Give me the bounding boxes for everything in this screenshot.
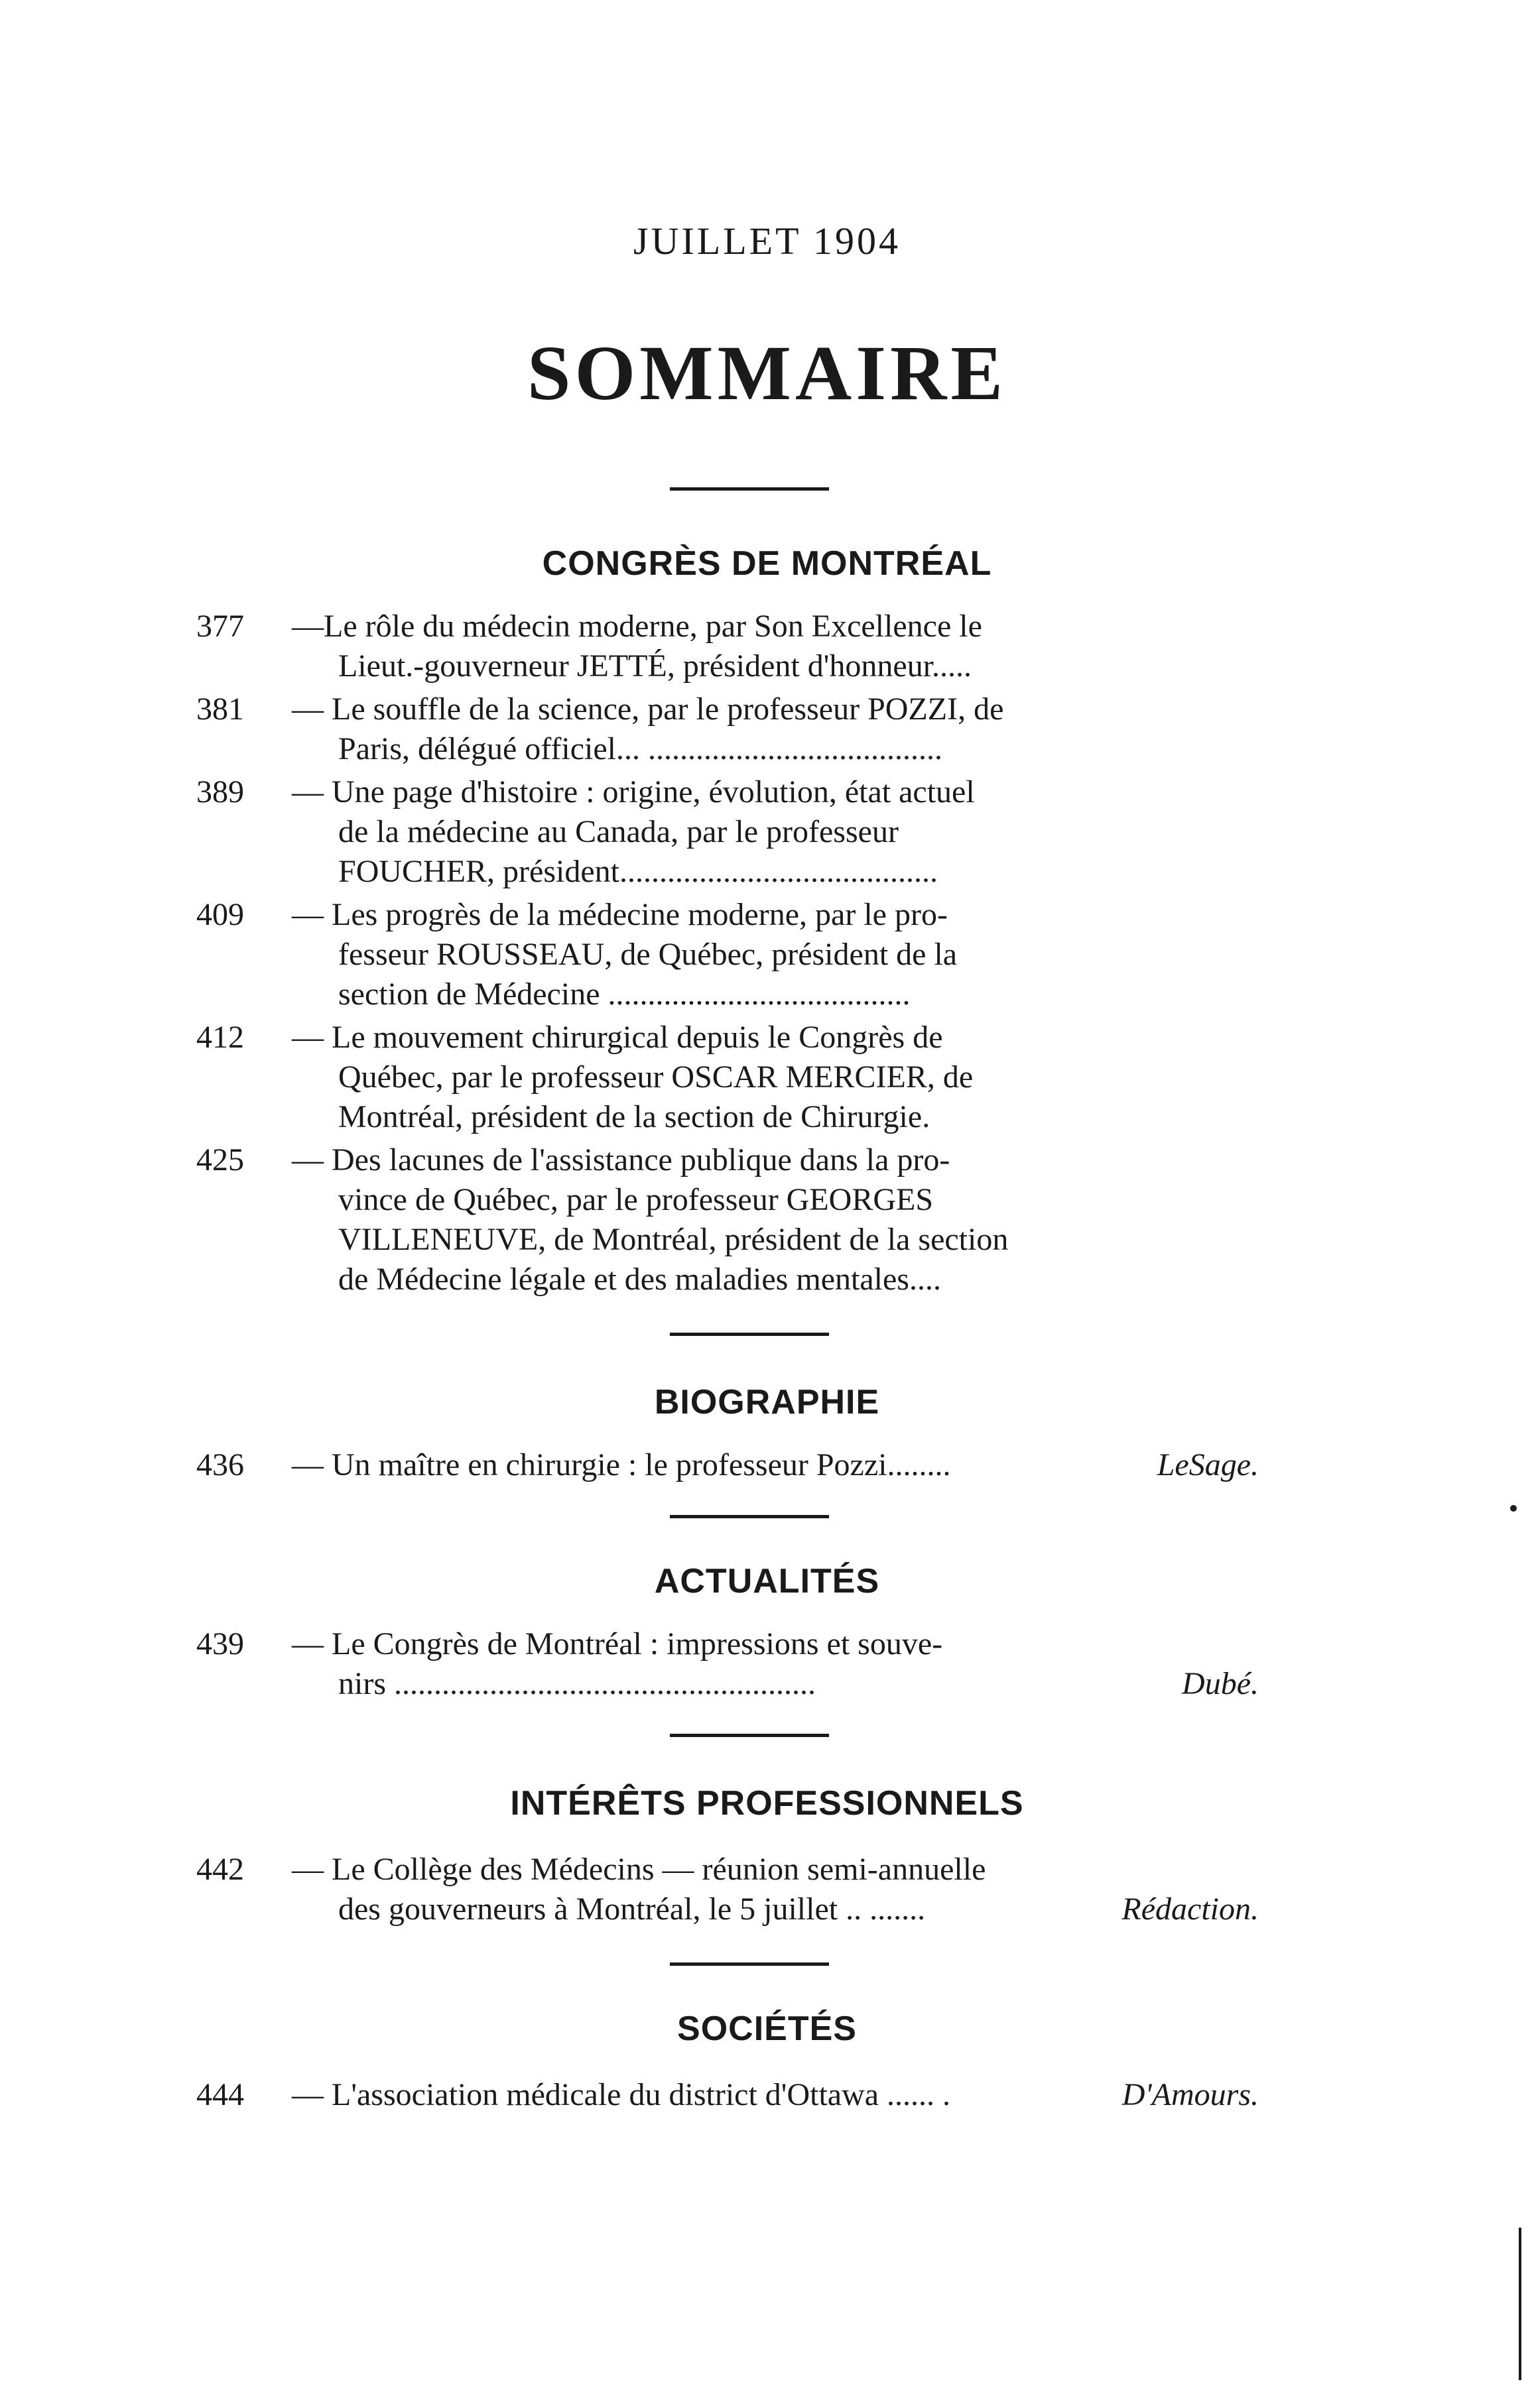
- entry-line: de la médecine au Canada, par le professeur: [338, 814, 899, 849]
- entry-page: 444: [196, 2077, 244, 2112]
- section-heading-interets: INTÉRÊTS PROFESSIONNELS: [510, 1784, 1024, 1823]
- entry-line: — Des lacunes de l'assistance publique dans la pro-: [292, 1142, 950, 1177]
- entry-line: Lieut.-gouverneur JETTÉ, président d'honneur.....: [338, 648, 972, 684]
- section-heading-actualites: ACTUALITÉS: [654, 1562, 880, 1600]
- entry-line: Paris, délégué officiel... .....................................: [338, 731, 942, 766]
- entry-line: — Une page d'histoire : origine, évolution, état actuel: [292, 774, 975, 810]
- entry-line: vince de Québec, par le professeur GEORGES: [338, 1182, 934, 1217]
- scan-speck: [1510, 1505, 1517, 1512]
- issue-date: JUILLET 1904: [633, 219, 901, 263]
- entry-line: — Le mouvement chirurgical depuis le Congrès de: [292, 1020, 943, 1055]
- entry-line: fesseur ROUSSEAU, de Québec, président de la: [338, 937, 958, 972]
- entry-page: 436: [196, 1447, 244, 1482]
- entry-line: de Médecine légale et des maladies mentales....: [338, 1262, 941, 1297]
- divider: [670, 1515, 829, 1518]
- divider: [670, 487, 829, 491]
- scan-edge-mark: [1519, 2228, 1521, 2380]
- entry-page: 377: [196, 609, 244, 644]
- section-heading-congres: CONGRÈS DE MONTRÉAL: [542, 544, 992, 583]
- section-heading-biographie: BIOGRAPHIE: [654, 1383, 880, 1421]
- divider: [670, 1962, 829, 1966]
- entry-author: Rédaction.: [1121, 1892, 1259, 1927]
- entry-line: — L'association médicale du district d'Ottawa ...... .: [292, 2077, 951, 2112]
- entry-page: 381: [196, 692, 244, 727]
- entry-page: 409: [196, 897, 244, 932]
- entry-page: 439: [196, 1626, 244, 1661]
- entry-line: — Le souffle de la science, par le professeur POZZI, de: [292, 692, 1004, 727]
- entry-line: —Le rôle du médecin moderne, par Son Excellence le: [292, 609, 982, 644]
- entry-line: des gouverneurs à Montréal, le 5 juillet .. .......: [338, 1892, 926, 1927]
- entry-line: Québec, par le professeur OSCAR MERCIER, de: [338, 1059, 974, 1095]
- entry-line: — Le Congrès de Montréal : impressions et souve-: [292, 1626, 943, 1661]
- entry-author: Dubé.: [1182, 1666, 1259, 1701]
- entry-line: — Le Collège des Médecins — réunion semi-annuelle: [292, 1852, 986, 1887]
- entry-line: VILLENEUVE, de Montréal, président de la section: [338, 1222, 1009, 1257]
- entry-author: LeSage.: [1157, 1447, 1259, 1482]
- entry-line: — Les progrès de la médecine moderne, par le pro-: [292, 897, 948, 932]
- entry-page: 425: [196, 1142, 244, 1177]
- entry-line: — Un maître en chirurgie : le professeur Pozzi........: [292, 1447, 951, 1482]
- entry-page: 412: [196, 1020, 244, 1055]
- entry-page: 442: [196, 1852, 244, 1887]
- divider: [670, 1333, 829, 1336]
- entry-line: nirs .....................................................: [338, 1666, 816, 1701]
- entry-line: FOUCHER, président........................................: [338, 854, 938, 889]
- divider: [670, 1734, 829, 1737]
- entry-page: 389: [196, 774, 244, 810]
- entry-line: section de Médecine ......................................: [338, 977, 911, 1012]
- page-title: SOMMAIRE: [527, 330, 1007, 416]
- entry-line: Montréal, président de la section de Chirurgie.: [338, 1099, 930, 1134]
- section-heading-societes: SOCIÉTÉS: [677, 2010, 857, 2048]
- entry-author: D'Amours.: [1121, 2077, 1259, 2112]
